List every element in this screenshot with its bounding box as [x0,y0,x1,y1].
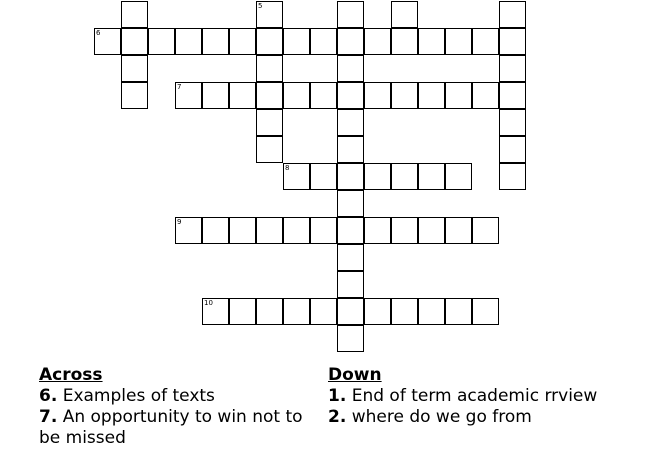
cell-number: 5 [258,2,263,10]
across-heading: Across [39,365,103,385]
grid-cell[interactable] [94,28,121,55]
grid-cell[interactable] [256,136,283,163]
grid-cell[interactable] [229,298,256,325]
grid-cell[interactable] [337,298,364,325]
clue-number: 6. [39,386,58,406]
grid-cell[interactable] [121,82,148,109]
grid-cell[interactable] [310,163,337,190]
grid-cell[interactable] [499,109,526,136]
grid-cell[interactable] [310,82,337,109]
grid-cell[interactable] [202,298,229,325]
grid-cell[interactable] [283,82,310,109]
grid-cell[interactable] [283,163,310,190]
grid-cell[interactable] [337,82,364,109]
grid-cell[interactable] [418,163,445,190]
grid-cell[interactable] [202,82,229,109]
grid-cell[interactable] [418,82,445,109]
clue-text: End of term academic rrview [351,386,598,406]
grid-cell[interactable] [175,217,202,244]
grid-cell[interactable] [418,298,445,325]
cell-number: 6 [96,29,101,37]
cell-number: 7 [177,83,182,91]
clue-across-7[interactable] [39,407,309,449]
grid-cell[interactable] [364,298,391,325]
grid-cell[interactable] [202,217,229,244]
grid-cell[interactable] [337,244,364,271]
grid-cell[interactable] [391,1,418,28]
grid-cell[interactable] [445,163,472,190]
grid-cell[interactable] [499,163,526,190]
grid-cell[interactable] [472,82,499,109]
grid-cell[interactable] [364,163,391,190]
grid-cell[interactable] [283,28,310,55]
grid-cell[interactable] [256,82,283,109]
cell-number: 8 [285,164,290,172]
grid-cell[interactable] [499,28,526,55]
grid-cell[interactable] [391,82,418,109]
grid-cell[interactable] [121,1,148,28]
grid-cell[interactable] [337,109,364,136]
clue-number: 1. [328,386,347,406]
grid-cell[interactable] [418,28,445,55]
grid-cell[interactable] [499,55,526,82]
clue-text: Examples of texts [62,386,215,406]
grid-cell[interactable] [175,28,202,55]
grid-cell[interactable] [310,28,337,55]
grid-cell[interactable] [256,55,283,82]
across-clues [39,364,309,449]
cell-number: 9 [177,218,182,226]
clue-down-1[interactable] [328,386,598,407]
grid-cell[interactable] [391,217,418,244]
grid-cell[interactable] [445,82,472,109]
clue-down-2[interactable] [328,407,598,428]
cell-number: 10 [204,299,213,307]
grid-cell[interactable] [364,82,391,109]
grid-cell[interactable] [337,217,364,244]
clue-text: where do we go from [351,407,532,427]
grid-cell[interactable] [472,217,499,244]
grid-cell[interactable] [337,1,364,28]
grid-cell[interactable] [283,298,310,325]
grid-cell[interactable] [175,82,202,109]
grid-cell[interactable] [499,136,526,163]
grid-cell[interactable] [337,163,364,190]
grid-cell[interactable] [229,28,256,55]
grid-cell[interactable] [310,217,337,244]
grid-cell[interactable] [256,109,283,136]
grid-cell[interactable] [121,55,148,82]
down-clues [328,364,598,428]
grid-cell[interactable] [337,55,364,82]
grid-cell[interactable] [229,217,256,244]
clue-text: An opportunity to win not to be missed [39,407,303,448]
grid-cell[interactable] [202,28,229,55]
clue-number: 7. [39,407,58,427]
grid-cell[interactable] [445,217,472,244]
grid-cell[interactable] [148,28,175,55]
grid-cell[interactable] [337,136,364,163]
grid-cell[interactable] [418,217,445,244]
grid-cell[interactable] [472,298,499,325]
clue-number: 2. [328,407,347,427]
grid-cell[interactable] [499,1,526,28]
grid-cell[interactable] [337,271,364,298]
grid-cell[interactable] [256,298,283,325]
grid-cell[interactable] [310,298,337,325]
down-heading: Down [328,365,382,385]
grid-cell[interactable] [472,28,499,55]
grid-cell[interactable] [283,217,310,244]
grid-cell[interactable] [256,1,283,28]
grid-cell[interactable] [499,82,526,109]
grid-cell[interactable] [391,28,418,55]
grid-cell[interactable] [229,82,256,109]
grid-cell[interactable] [445,298,472,325]
grid-cell[interactable] [391,163,418,190]
grid-cell[interactable] [337,28,364,55]
grid-cell[interactable] [256,217,283,244]
grid-cell[interactable] [256,28,283,55]
grid-cell[interactable] [337,190,364,217]
grid-cell[interactable] [121,28,148,55]
clue-across-6[interactable] [39,386,309,407]
grid-cell[interactable] [364,217,391,244]
grid-cell[interactable] [391,298,418,325]
grid-cell[interactable] [445,28,472,55]
grid-cell[interactable] [337,325,364,352]
grid-cell[interactable] [364,28,391,55]
